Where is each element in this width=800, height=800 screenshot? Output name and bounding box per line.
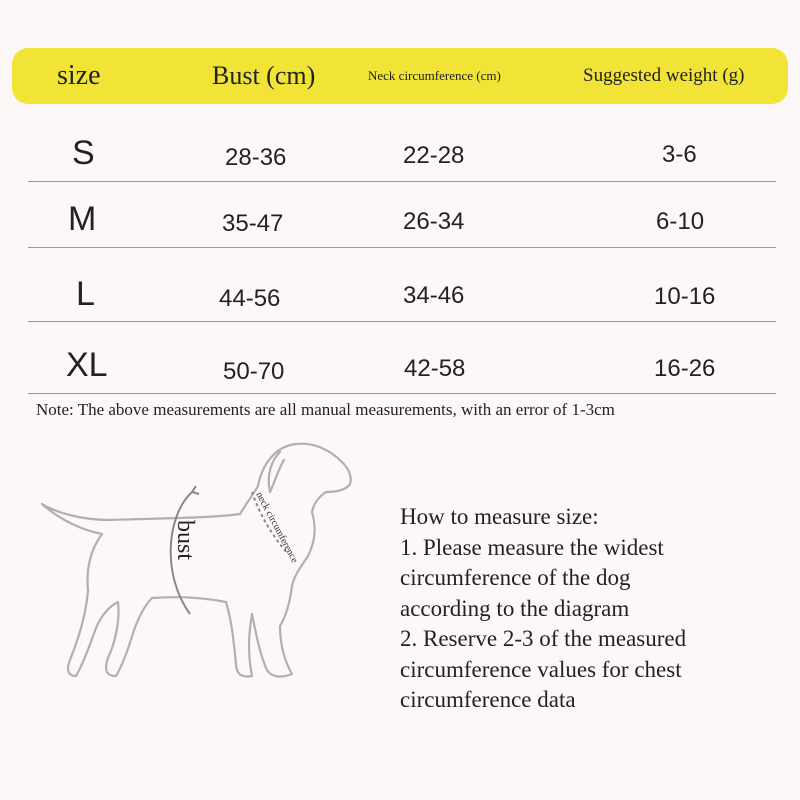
bust-cell: 35-47 — [222, 210, 284, 237]
table-row — [28, 250, 776, 322]
measurement-note: Note: The above measurements are all manual measurements, with an error of 1-3cm — [36, 400, 615, 419]
row-divider — [28, 247, 776, 248]
neck-cell: 42-58 — [404, 355, 466, 382]
bust-cell: 50-70 — [223, 358, 285, 385]
dog-measurement-diagram — [30, 430, 370, 730]
table-row — [28, 322, 776, 394]
howto-line: circumference of the dog — [400, 565, 631, 590]
weight-cell: 6-10 — [656, 208, 705, 235]
howto-line: according to the diagram — [400, 595, 630, 621]
weight-cell: 3-6 — [662, 141, 697, 168]
row-divider — [28, 393, 776, 394]
table-row — [28, 176, 776, 248]
howto-line: circumference values for chest — [400, 656, 682, 682]
bust-cell: 28-36 — [225, 144, 287, 171]
size-cell: S — [72, 134, 95, 172]
header-bust: Bust (cm) — [212, 61, 316, 90]
weight-cell: 16-26 — [654, 355, 716, 382]
dog-outline — [42, 444, 351, 677]
size-cell: M — [68, 200, 97, 238]
size-cell: L — [76, 275, 95, 313]
header-neck: Neck circumference (cm) — [368, 68, 501, 83]
weight-cell: 10-16 — [654, 283, 716, 310]
neck-cell: 34-46 — [403, 282, 465, 309]
header-size: size — [57, 60, 101, 91]
howto-line: circumference data — [400, 687, 576, 712]
howto-line: 2. Reserve 2-3 of the measured — [400, 626, 687, 651]
neck-cell: 22-28 — [403, 142, 465, 169]
table-row — [28, 110, 776, 182]
bust-label: bust — [172, 520, 198, 561]
arrow-icon — [192, 486, 199, 494]
howto-line: 1. Please measure the widest — [400, 534, 664, 560]
bust-cell: 44-56 — [219, 285, 281, 312]
how-to-measure — [400, 502, 790, 716]
table-header — [12, 48, 788, 104]
neck-cell: 26-34 — [403, 208, 465, 235]
size-cell: XL — [66, 346, 108, 384]
howto-line: How to measure size: — [400, 504, 599, 529]
header-weight: Suggested weight (g) — [583, 65, 745, 86]
neck-label: neck circumference — [253, 490, 300, 565]
